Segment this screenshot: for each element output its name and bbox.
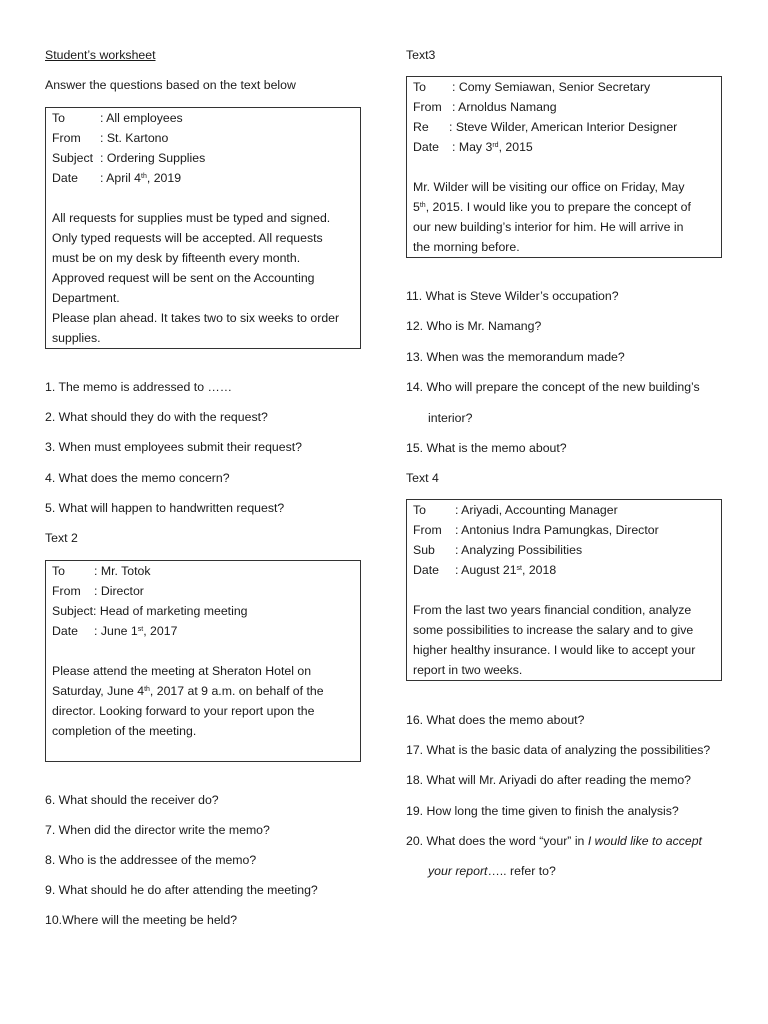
memo-body-line: some possibilities to increase the salary and to give: [413, 623, 694, 637]
memo-to-row: [413, 77, 715, 97]
memo-subject-label: Subject: [52, 151, 94, 165]
question-14: 14. Who will prepare the concept of the new building’s: [406, 380, 700, 394]
memo-from-row: [52, 128, 354, 148]
memo-date-label: Date: [413, 563, 439, 577]
question-8: 8. Who is the addressee of the memo?: [45, 853, 257, 867]
memo-body-line: report in two weeks.: [413, 663, 523, 677]
memo-date-label: Date: [52, 624, 78, 638]
memo-subject-value: : Head of marketing meeting: [93, 604, 248, 618]
memo-from-value: : Arnoldus Namang: [452, 100, 557, 114]
memo-from-label: From: [52, 584, 81, 598]
question-5: 5. What will happen to handwritten request?: [45, 501, 285, 515]
memo-to-row: [52, 561, 354, 581]
memo-from-row: [413, 520, 715, 540]
memo-body-line: completion of the meeting.: [52, 724, 197, 738]
question-3: 3. When must employees submit their request?: [45, 440, 302, 454]
memo-body-line: Mr. Wilder will be visiting our office on Friday, May: [413, 180, 685, 194]
memo-sub-label: Sub: [413, 543, 435, 557]
worksheet-instruction: Answer the questions based on the text below: [45, 78, 296, 92]
memo-text4: [406, 499, 722, 681]
memo-subject-row: [52, 148, 354, 168]
memo-from-row: [413, 97, 715, 117]
memo-body-line: the morning before.: [413, 240, 520, 254]
text3-heading: Text3: [406, 48, 436, 62]
question-17: 17. What is the basic data of analyzing the possibilities?: [406, 743, 711, 757]
memo-date-label: Date: [52, 171, 78, 185]
memo-date-row: [52, 168, 354, 188]
memo-date-row: [52, 621, 354, 641]
question-19: 19. How long the time given to finish the analysis?: [406, 804, 679, 818]
memo-subject-label: Subject: [52, 604, 94, 618]
memo-body: [413, 177, 715, 257]
question-18: 18. What will Mr. Ariyadi do after reading the memo?: [406, 773, 692, 787]
question-20-continued: your report….. refer to?: [428, 864, 556, 878]
memo-body-line: Please attend the meeting at Sheraton Hotel on: [52, 664, 312, 678]
memo-body-line: From the last two years financial condition, analyze: [413, 603, 692, 617]
memo-date-row: [413, 560, 715, 580]
memo-text2: [45, 560, 361, 762]
memo-to-label: To: [413, 80, 426, 94]
memo-to-value: : Mr. Totok: [94, 564, 151, 578]
memo-date-value: : June 1st, 2017: [94, 624, 178, 638]
question-15: 15. What is the memo about?: [406, 441, 567, 455]
memo-body-line: our new building’s interior for him. He will arrive in: [413, 220, 684, 234]
text2-heading: Text 2: [45, 531, 78, 545]
memo-date-value: : August 21st, 2018: [455, 563, 557, 577]
question-7: 7. When did the director write the memo?: [45, 823, 270, 837]
memo-subject-row: [52, 601, 354, 621]
memo-from-row: [52, 581, 354, 601]
memo-body: [52, 661, 354, 741]
question-16: 16. What does the memo about?: [406, 713, 585, 727]
memo-from-label: From: [52, 131, 81, 145]
worksheet-title: Student’s worksheet: [45, 48, 156, 62]
memo-from-value: : Director: [94, 584, 144, 598]
memo-date-value: : April 4th, 2019: [100, 171, 182, 185]
memo-re-value: : Steve Wilder, American Interior Designer: [449, 120, 678, 134]
question-6: 6. What should the receiver do?: [45, 793, 219, 807]
memo-body-line: Approved request will be sent on the Accounting: [52, 271, 315, 285]
text4-heading: Text 4: [406, 471, 439, 485]
memo-body: [52, 208, 354, 348]
question-20: 20. What does the word “your” in I would like to accept: [406, 834, 702, 848]
memo-date-label: Date: [413, 140, 439, 154]
memo-sub-row: [413, 540, 715, 560]
memo-body-line: 5th, 2015. I would like you to prepare the concept of: [413, 200, 691, 214]
question-10: 10.Where will the meeting be held?: [45, 913, 238, 927]
memo-body-line: director. Looking forward to your report upon the: [52, 704, 315, 718]
memo-body-line: supplies.: [52, 331, 101, 345]
question-1: 1. The memo is addressed to ……: [45, 380, 233, 394]
question-14-continued: interior?: [428, 411, 473, 425]
memo-body-line: higher healthy insurance. I would like to accept your: [413, 643, 696, 657]
question-11: 11. What is Steve Wilder’s occupation?: [406, 289, 619, 303]
question-4: 4. What does the memo concern?: [45, 471, 230, 485]
memo-to-label: To: [413, 503, 426, 517]
memo-to-value: : All employees: [100, 111, 183, 125]
memo-from-value: : Antonius Indra Pamungkas, Director: [455, 523, 659, 537]
question-9: 9. What should he do after attending the meeting?: [45, 883, 318, 897]
memo-to-value: : Comy Semiawan, Senior Secretary: [452, 80, 651, 94]
memo-from-value: : St. Kartono: [100, 131, 169, 145]
memo-body: [413, 600, 715, 680]
memo-body-line: Only typed requests will be accepted. All requests: [52, 231, 323, 245]
memo-sub-value: : Analyzing Possibilities: [455, 543, 583, 557]
memo-body-line: Please plan ahead. It takes two to six weeks to order: [52, 311, 340, 325]
memo-re-row: [413, 117, 715, 137]
memo-body-line: Department.: [52, 291, 120, 305]
memo-date-row: [413, 137, 715, 157]
memo-date-value: : May 3rd, 2015: [452, 140, 533, 154]
memo-to-value: : Ariyadi, Accounting Manager: [455, 503, 618, 517]
memo-subject-value: : Ordering Supplies: [100, 151, 206, 165]
memo-from-label: From: [413, 100, 442, 114]
question-13: 13. When was the memorandum made?: [406, 350, 625, 364]
memo-to-row: [52, 108, 354, 128]
memo-text3: [406, 76, 722, 258]
question-12: 12. Who is Mr. Namang?: [406, 319, 542, 333]
memo-body-line: All requests for supplies must be typed and signed.: [52, 211, 331, 225]
question-2: 2. What should they do with the request?: [45, 410, 268, 424]
memo-to-label: To: [52, 564, 65, 578]
memo-body-line: Saturday, June 4th, 2017 at 9 a.m. on behalf of the: [52, 684, 324, 698]
memo-text1: [45, 107, 361, 349]
memo-to-row: [413, 500, 715, 520]
memo-body-line: must be on my desk by fifteenth every month.: [52, 251, 301, 265]
memo-re-label: Re: [413, 120, 429, 134]
memo-from-label: From: [413, 523, 442, 537]
memo-to-label: To: [52, 111, 65, 125]
